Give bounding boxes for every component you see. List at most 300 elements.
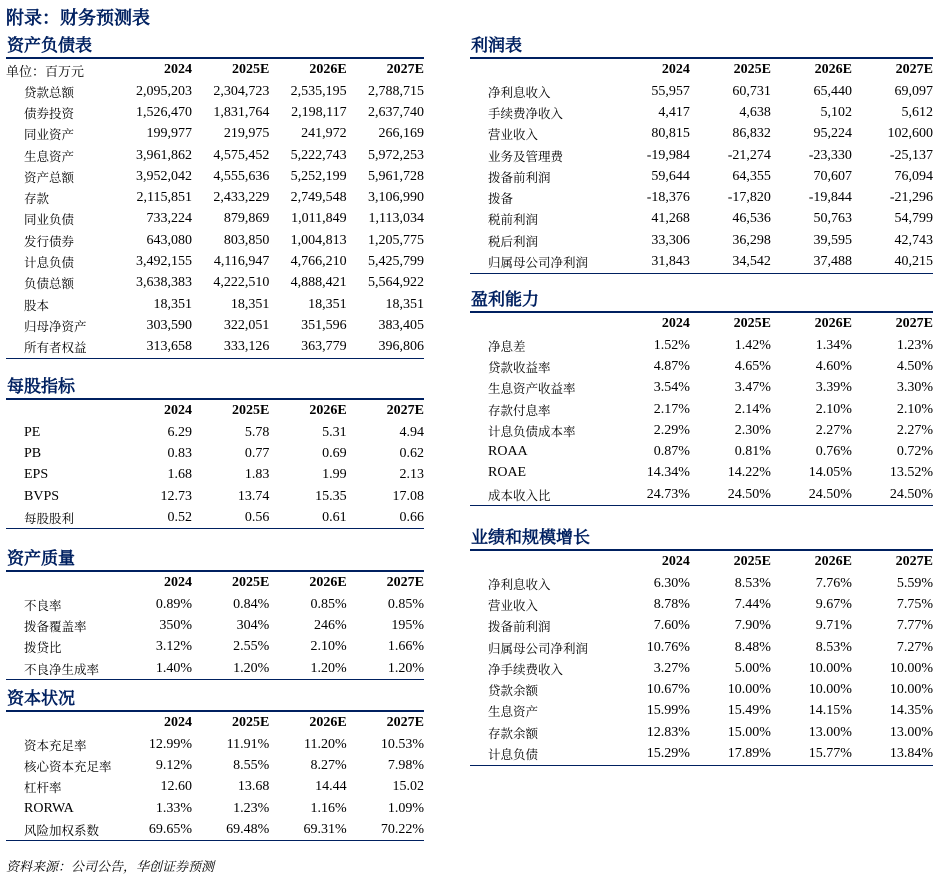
year-header: 2027E bbox=[386, 575, 424, 590]
cell-value: 8.48% bbox=[734, 639, 771, 655]
row-label: 拨备前利润 bbox=[488, 619, 551, 635]
table-row bbox=[6, 755, 424, 776]
cell-value: 3,638,383 bbox=[136, 275, 192, 291]
cell-value: 10.00% bbox=[889, 682, 933, 698]
row-label: 贷款总额 bbox=[24, 84, 75, 100]
cell-value: -23,330 bbox=[808, 147, 852, 163]
cell-value: 18,351 bbox=[230, 296, 270, 312]
cell-value: 11.20% bbox=[304, 736, 347, 752]
row-label: 营业收入 bbox=[488, 597, 539, 613]
year-header: 2026E bbox=[309, 575, 347, 590]
cell-value: 14.35% bbox=[889, 703, 933, 719]
cell-value: 266,169 bbox=[378, 126, 424, 142]
unit-label: 单位：百万元 bbox=[6, 64, 85, 80]
right-column bbox=[470, 35, 933, 817]
balance-sheet-section bbox=[6, 35, 424, 360]
table-row bbox=[6, 819, 424, 841]
year-header: 2025E bbox=[231, 62, 270, 77]
cell-value: 2,115,851 bbox=[136, 190, 192, 206]
cell-value: 11.91% bbox=[226, 736, 270, 752]
cell-value: 1.68 bbox=[167, 467, 192, 483]
table-row bbox=[470, 81, 933, 102]
cell-value: 8.27% bbox=[310, 757, 347, 773]
row-label: 每股股利 bbox=[6, 507, 115, 529]
table-row bbox=[470, 743, 933, 765]
year-header: 2027E bbox=[895, 316, 933, 331]
year-header: 2027E bbox=[386, 715, 424, 730]
cell-value: 12.73 bbox=[160, 488, 192, 504]
year-header: 2025E bbox=[231, 715, 270, 730]
cell-value: 2,095,203 bbox=[136, 83, 192, 99]
cell-value: 15.99% bbox=[646, 703, 690, 719]
cell-value: 31,843 bbox=[609, 251, 690, 273]
year-header: 2024 bbox=[661, 62, 690, 77]
cell-value: 5.31 bbox=[322, 424, 347, 440]
year-header: 2025E bbox=[733, 316, 771, 331]
table-row bbox=[470, 701, 933, 722]
cell-value: 396,806 bbox=[347, 337, 424, 359]
cell-value: 8.55% bbox=[233, 757, 270, 773]
row-label: PB bbox=[24, 445, 42, 461]
cell-value: 1.20% bbox=[192, 658, 269, 680]
cell-value: 0.85% bbox=[310, 596, 347, 612]
cell-value: 10.67% bbox=[646, 682, 690, 698]
cell-value: 9.12% bbox=[155, 757, 192, 773]
profitability-section bbox=[470, 289, 933, 503]
cell-value: 7.90% bbox=[734, 618, 771, 634]
row-label: 杠杆率 bbox=[24, 780, 62, 796]
cell-value: 0.52 bbox=[115, 507, 192, 529]
cell-value: 2,198,117 bbox=[291, 104, 347, 120]
year-header: 2025E bbox=[733, 62, 771, 77]
cell-value: 3,961,862 bbox=[136, 147, 192, 163]
header-row bbox=[6, 400, 424, 422]
cell-value: 4,888,421 bbox=[290, 275, 347, 291]
cell-value: 4,575,452 bbox=[213, 147, 270, 163]
table-row bbox=[470, 166, 933, 187]
row-label: 净息差 bbox=[488, 338, 526, 354]
cell-value: 15.02 bbox=[392, 779, 424, 795]
cell-value: 4,417 bbox=[658, 104, 690, 120]
section-title: 每股指标 bbox=[6, 376, 424, 400]
cell-value: 199,977 bbox=[146, 126, 192, 142]
cell-value: 195% bbox=[391, 617, 424, 633]
cell-value: 7.44% bbox=[734, 596, 771, 612]
cell-value: 1.23% bbox=[896, 337, 933, 353]
row-label: 资产总额 bbox=[24, 169, 75, 185]
year-header: 2026E bbox=[309, 715, 347, 730]
cell-value: 2,749,548 bbox=[290, 190, 347, 206]
row-label: 手续费净收入 bbox=[488, 105, 564, 121]
row-label: 计息负债成本率 bbox=[488, 423, 576, 439]
cell-value: 0.62 bbox=[399, 445, 424, 461]
cell-value: 24.50% bbox=[690, 484, 771, 506]
cell-value: 0.76% bbox=[815, 444, 852, 460]
cell-value: 313,658 bbox=[115, 337, 192, 359]
cell-value: 10.00% bbox=[808, 660, 852, 676]
cell-value: 2.27% bbox=[815, 422, 852, 438]
cell-value: 304% bbox=[236, 617, 270, 633]
cell-value: 14.34% bbox=[646, 465, 690, 481]
cell-value: 7.60% bbox=[653, 618, 690, 634]
year-header: 2026E bbox=[814, 554, 852, 569]
row-label: 存款 bbox=[24, 191, 50, 207]
year-header: 2024 bbox=[164, 403, 192, 418]
year-header: 2024 bbox=[661, 316, 690, 331]
cell-value: 879,869 bbox=[223, 211, 270, 227]
section-title: 资产负债表 bbox=[6, 35, 424, 59]
table-row bbox=[6, 187, 424, 208]
data-table bbox=[6, 572, 424, 680]
header-label bbox=[6, 400, 115, 422]
table-row bbox=[470, 102, 933, 123]
row-label: 负债总额 bbox=[24, 276, 75, 292]
cell-value: 4.94 bbox=[399, 424, 424, 440]
cell-value: 10.76% bbox=[646, 639, 690, 655]
cell-value: 2.27% bbox=[896, 422, 933, 438]
year-header: 2027E bbox=[386, 403, 424, 418]
cell-value: 13.52% bbox=[889, 465, 933, 481]
row-label: 核心资本充足率 bbox=[24, 758, 112, 774]
cell-value: 0.83 bbox=[167, 445, 192, 461]
cell-value: 13.00% bbox=[889, 724, 933, 740]
year-header: 2024 bbox=[661, 554, 690, 569]
row-label: 风险加权系数 bbox=[6, 819, 115, 841]
cell-value: 6.29 bbox=[167, 424, 192, 440]
cell-value: 5,972,253 bbox=[368, 147, 424, 163]
cell-value: -21,296 bbox=[889, 190, 933, 206]
cell-value: 33,306 bbox=[651, 232, 690, 248]
cell-value: 18,351 bbox=[385, 296, 424, 312]
table-row bbox=[470, 722, 933, 743]
year-header: 2025E bbox=[231, 575, 270, 590]
table-row bbox=[6, 145, 424, 166]
source-note: 资料来源：公司公告，华创证券预测 bbox=[6, 860, 215, 875]
cell-value: 69,097 bbox=[894, 83, 933, 99]
cell-value: 7.75% bbox=[896, 596, 933, 612]
cell-value: 15.77% bbox=[771, 743, 852, 765]
row-label: 归属母公司净利润 bbox=[488, 640, 589, 656]
header-label bbox=[6, 712, 115, 734]
cell-value: 3.54% bbox=[653, 380, 690, 396]
section-title: 业绩和规模增长 bbox=[470, 527, 933, 551]
data-table bbox=[6, 400, 424, 529]
cell-value: 2,433,229 bbox=[213, 190, 270, 206]
cell-value: 0.85% bbox=[387, 596, 424, 612]
cell-value: 3.12% bbox=[155, 639, 192, 655]
table-row bbox=[470, 637, 933, 658]
row-label: 归母净资产 bbox=[24, 318, 87, 334]
row-label: 净利息收入 bbox=[488, 84, 551, 100]
row-label: 业务及管理费 bbox=[488, 148, 564, 164]
cell-value: 18,351 bbox=[153, 296, 192, 312]
cell-value: 0.61 bbox=[269, 507, 346, 529]
header-row bbox=[6, 59, 424, 81]
left-column bbox=[6, 35, 424, 838]
cell-value: 0.56 bbox=[192, 507, 269, 529]
row-label: 资本充足率 bbox=[24, 737, 87, 753]
cell-value: 86,832 bbox=[732, 126, 771, 142]
year-header: 2024 bbox=[164, 715, 192, 730]
cell-value: 1,526,470 bbox=[136, 104, 192, 120]
table-row bbox=[470, 187, 933, 208]
cell-value: 1.20% bbox=[269, 658, 346, 680]
cell-value: 383,405 bbox=[378, 317, 424, 333]
cell-value: 3.27% bbox=[653, 660, 690, 676]
cell-value: 2.10% bbox=[896, 401, 933, 417]
section-title: 盈利能力 bbox=[470, 289, 933, 313]
cell-value: 1,011,849 bbox=[291, 211, 347, 227]
row-label: PE bbox=[24, 424, 41, 440]
cell-value: 1.33% bbox=[155, 800, 192, 816]
cell-value: 1.23% bbox=[233, 800, 270, 816]
cell-value: 13.68 bbox=[237, 779, 270, 795]
year-header: 2025E bbox=[231, 403, 270, 418]
header-label bbox=[470, 313, 609, 335]
cell-value: 0.69 bbox=[322, 445, 347, 461]
cell-value: 24.73% bbox=[609, 484, 690, 506]
cell-value: 12.60 bbox=[160, 779, 192, 795]
cell-value: 4,766,210 bbox=[290, 254, 347, 270]
row-label: 计息负债 bbox=[470, 743, 609, 765]
cell-value: 50,763 bbox=[813, 211, 852, 227]
cell-value: 5,102 bbox=[820, 104, 852, 120]
cell-value: 1,113,034 bbox=[368, 211, 424, 227]
capital-section bbox=[6, 688, 424, 838]
cell-value: 46,536 bbox=[732, 211, 771, 227]
cell-value: 1.34% bbox=[815, 337, 852, 353]
cell-value: 5,612 bbox=[901, 104, 933, 120]
cell-value: 14.15% bbox=[808, 703, 852, 719]
row-label: 税前利润 bbox=[488, 212, 539, 228]
data-table bbox=[470, 59, 933, 274]
cell-value: -21,274 bbox=[727, 147, 771, 163]
row-label: 同业负债 bbox=[24, 212, 75, 228]
cell-value: 80,815 bbox=[651, 126, 690, 142]
row-label: 债券投资 bbox=[24, 105, 75, 121]
row-label: 生息资产 bbox=[24, 148, 75, 164]
cell-value: 13.84% bbox=[852, 743, 933, 765]
table-row bbox=[470, 616, 933, 637]
cell-value: 1.52% bbox=[653, 337, 690, 353]
cell-value: -19,844 bbox=[808, 190, 852, 206]
cell-value: 363,779 bbox=[269, 337, 346, 359]
cell-value: 2,304,723 bbox=[213, 83, 270, 99]
cell-value: 7.27% bbox=[896, 639, 933, 655]
cell-value: 351,596 bbox=[301, 317, 347, 333]
row-label: 净手续费收入 bbox=[488, 661, 564, 677]
cell-value: 5.78 bbox=[244, 424, 270, 440]
table-row bbox=[470, 679, 933, 700]
income-statement-section bbox=[470, 35, 933, 271]
cell-value: 241,972 bbox=[301, 126, 347, 142]
row-label: 成本收入比 bbox=[470, 484, 609, 506]
cell-value: 643,080 bbox=[146, 232, 192, 248]
table-row bbox=[6, 594, 424, 615]
row-label: 贷款收益率 bbox=[488, 359, 551, 375]
cell-value: 4,222,510 bbox=[213, 275, 270, 291]
cell-value: 0.66 bbox=[347, 507, 424, 529]
table-row bbox=[470, 124, 933, 145]
cell-value: 1.66% bbox=[387, 639, 424, 655]
cell-value: 10.00% bbox=[727, 682, 771, 698]
cell-value: 15.29% bbox=[609, 743, 690, 765]
cell-value: 69.65% bbox=[115, 819, 192, 841]
cell-value: 2.29% bbox=[653, 422, 690, 438]
cell-value: 7.98% bbox=[387, 757, 424, 773]
asset-quality-section bbox=[6, 548, 424, 677]
cell-value: 5.00% bbox=[734, 660, 771, 676]
year-header: 2024 bbox=[164, 575, 192, 590]
cell-value: 1,831,764 bbox=[213, 104, 270, 120]
cell-value: 13.74 bbox=[237, 488, 270, 504]
table-row bbox=[6, 443, 424, 464]
header-row bbox=[6, 712, 424, 734]
table-row bbox=[6, 658, 424, 680]
cell-value: 34,542 bbox=[690, 251, 771, 273]
table-row bbox=[470, 335, 933, 356]
header-label bbox=[470, 551, 609, 573]
table-row bbox=[6, 337, 424, 359]
cell-value: 8.78% bbox=[653, 596, 690, 612]
row-label: 生息资产 bbox=[488, 704, 539, 720]
cell-value: 41,268 bbox=[651, 211, 690, 227]
cell-value: 2.17% bbox=[653, 401, 690, 417]
cell-value: 14.22% bbox=[727, 465, 771, 481]
cell-value: 95,224 bbox=[813, 126, 852, 142]
row-label: EPS bbox=[24, 467, 49, 483]
table-row bbox=[470, 441, 933, 462]
table-row bbox=[6, 166, 424, 187]
table-row bbox=[470, 573, 933, 594]
cell-value: 4.87% bbox=[653, 358, 690, 374]
header-label bbox=[470, 59, 609, 81]
data-table bbox=[470, 313, 933, 506]
cell-value: 9.71% bbox=[815, 618, 852, 634]
cell-value: 5.59% bbox=[896, 575, 933, 591]
year-header: 2026E bbox=[309, 403, 347, 418]
cell-value: -18,376 bbox=[646, 190, 690, 206]
year-header: 2027E bbox=[895, 62, 933, 77]
table-row bbox=[470, 420, 933, 441]
table-row bbox=[6, 251, 424, 272]
table-row bbox=[6, 637, 424, 658]
table-row bbox=[470, 463, 933, 484]
cell-value: 60,731 bbox=[732, 83, 771, 99]
cell-value: 55,957 bbox=[651, 83, 690, 99]
cell-value: 0.89% bbox=[155, 596, 192, 612]
cell-value: 76,094 bbox=[894, 168, 933, 184]
header-row bbox=[470, 551, 933, 573]
cell-value: 24.50% bbox=[852, 484, 933, 506]
cell-value: 2.55% bbox=[233, 639, 270, 655]
table-row bbox=[6, 777, 424, 798]
cell-value: 2.30% bbox=[734, 422, 771, 438]
cell-value: 1.83 bbox=[244, 467, 270, 483]
row-label: 存款余额 bbox=[488, 725, 539, 741]
cell-value: 0.77 bbox=[244, 445, 270, 461]
row-label: 税后利润 bbox=[488, 233, 539, 249]
cell-value: 3.30% bbox=[896, 380, 933, 396]
cell-value: 1.20% bbox=[347, 658, 424, 680]
data-table bbox=[6, 712, 424, 841]
table-row bbox=[470, 251, 933, 273]
cell-value: 69.31% bbox=[269, 819, 346, 841]
cell-value: 333,126 bbox=[192, 337, 269, 359]
year-header: 2027E bbox=[386, 62, 424, 77]
header-row bbox=[470, 313, 933, 335]
cell-value: 10.00% bbox=[889, 660, 933, 676]
section-title: 利润表 bbox=[470, 35, 933, 59]
data-table bbox=[470, 551, 933, 766]
year-header: 2026E bbox=[814, 62, 852, 77]
section-title: 资本状况 bbox=[6, 688, 424, 712]
cell-value: 4.50% bbox=[896, 358, 933, 374]
cell-value: 8.53% bbox=[734, 575, 771, 591]
cell-value: 15.49% bbox=[727, 703, 771, 719]
cell-value: 64,355 bbox=[732, 168, 771, 184]
year-header: 2026E bbox=[814, 316, 852, 331]
cell-value: 5,252,199 bbox=[290, 168, 347, 184]
table-row bbox=[470, 658, 933, 679]
cell-value: 2.13 bbox=[399, 467, 424, 483]
table-row bbox=[6, 273, 424, 294]
year-header: 2026E bbox=[309, 62, 347, 77]
table-row bbox=[470, 145, 933, 166]
row-label: ROAE bbox=[488, 465, 527, 481]
cell-value: 65,440 bbox=[813, 83, 852, 99]
cell-value: 10.53% bbox=[380, 736, 424, 752]
cell-value: 4,116,947 bbox=[213, 254, 270, 270]
table-row bbox=[6, 294, 424, 315]
row-label: 计息负债 bbox=[24, 255, 75, 271]
cell-value: 13.00% bbox=[808, 724, 852, 740]
cell-value: 4,555,636 bbox=[213, 168, 270, 184]
cell-value: 7.77% bbox=[896, 618, 933, 634]
row-label: 不良率 bbox=[24, 597, 62, 613]
per-share-section bbox=[6, 376, 424, 526]
table-row bbox=[6, 422, 424, 443]
table-row bbox=[6, 102, 424, 123]
row-label: RORWA bbox=[24, 800, 74, 816]
table-row bbox=[6, 465, 424, 486]
cell-value: 69.48% bbox=[192, 819, 269, 841]
cell-value: 24.50% bbox=[771, 484, 852, 506]
row-label: 生息资产收益率 bbox=[488, 381, 576, 397]
cell-value: 59,644 bbox=[651, 168, 690, 184]
year-header: 2027E bbox=[895, 554, 933, 569]
row-label: 存款付息率 bbox=[488, 402, 551, 418]
cell-value: 2,535,195 bbox=[290, 83, 347, 99]
cell-value: 70.22% bbox=[347, 819, 424, 841]
cell-value: 4.65% bbox=[734, 358, 771, 374]
row-label: 股本 bbox=[24, 297, 50, 313]
cell-value: 17.08 bbox=[392, 488, 424, 504]
row-label: 拨贷比 bbox=[24, 640, 62, 656]
table-row bbox=[6, 734, 424, 755]
data-table bbox=[6, 59, 424, 359]
table-row bbox=[6, 798, 424, 819]
cell-value: 54,799 bbox=[894, 211, 933, 227]
cell-value: 0.81% bbox=[734, 444, 771, 460]
cell-value: 40,215 bbox=[852, 251, 933, 273]
cell-value: 15.35 bbox=[315, 488, 347, 504]
cell-value: 2,637,740 bbox=[368, 104, 424, 120]
year-header: 2024 bbox=[164, 62, 192, 77]
cell-value: 5,222,743 bbox=[290, 147, 347, 163]
cell-value: 1.40% bbox=[115, 658, 192, 680]
cell-value: 9.67% bbox=[815, 596, 852, 612]
